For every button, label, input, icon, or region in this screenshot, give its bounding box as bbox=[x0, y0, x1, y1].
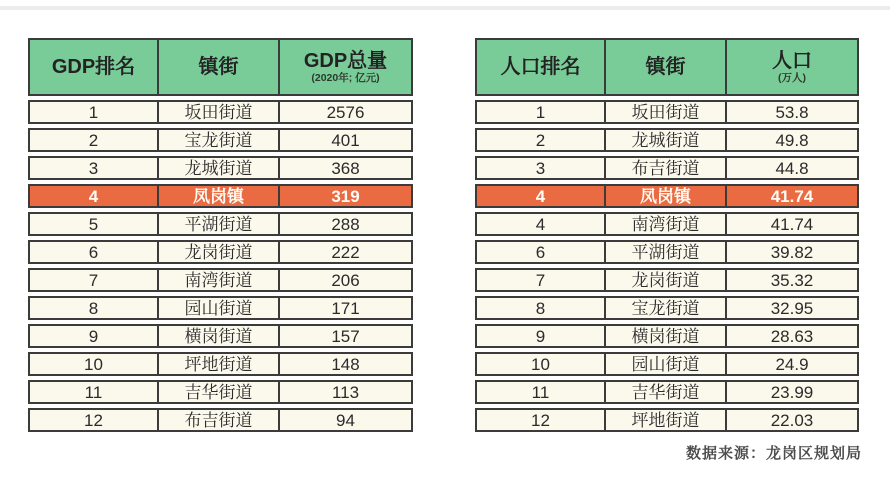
cell-value: 94 bbox=[278, 410, 411, 430]
cell-value: 32.95 bbox=[725, 298, 857, 318]
cell-rank: 4 bbox=[535, 214, 546, 234]
gdp-value-header-title: GDP总量 bbox=[303, 49, 388, 72]
cell-town: 横岗街道 bbox=[604, 326, 725, 346]
population-value-header-note: (万人) bbox=[778, 71, 806, 84]
table-row bbox=[475, 100, 859, 124]
cell-town: 园山街道 bbox=[604, 354, 725, 374]
cell-town: 宝龙街道 bbox=[157, 130, 278, 150]
population-table-body bbox=[475, 100, 859, 432]
cell-value: 53.8 bbox=[725, 102, 857, 122]
cell-value: 368 bbox=[278, 158, 411, 178]
cell-value: 41.74 bbox=[725, 214, 857, 234]
cell-rank: 7 bbox=[88, 270, 99, 290]
cell-rank: 4 bbox=[88, 186, 99, 206]
table-row-highlighted bbox=[28, 184, 413, 208]
cell-town: 坪地街道 bbox=[604, 410, 725, 430]
cell-rank: 11 bbox=[531, 382, 550, 402]
cell-value: 171 bbox=[278, 298, 411, 318]
cell-value: 401 bbox=[278, 130, 411, 150]
cell-rank: 9 bbox=[535, 326, 546, 346]
cell-rank: 1 bbox=[88, 102, 99, 122]
cell-value: 41.74 bbox=[725, 186, 857, 206]
cell-value: 148 bbox=[278, 354, 411, 374]
cell-town: 吉华街道 bbox=[604, 382, 725, 402]
cell-rank: 3 bbox=[535, 158, 546, 178]
cell-rank: 6 bbox=[88, 242, 99, 262]
population-value-header-title: 人口 bbox=[772, 49, 812, 72]
cell-town: 园山街道 bbox=[157, 298, 278, 318]
cell-rank: 3 bbox=[88, 158, 99, 178]
cell-town: 龙岗街道 bbox=[604, 270, 725, 290]
cell-town: 凤岗镇 bbox=[604, 186, 725, 206]
cell-value: 23.99 bbox=[725, 382, 857, 402]
population-table bbox=[475, 38, 859, 432]
cell-town: 布吉街道 bbox=[604, 158, 725, 178]
data-source-caption: 数据来源：龙岗区规划局 bbox=[685, 445, 862, 462]
gdp-table bbox=[28, 38, 413, 432]
table-row-highlighted bbox=[475, 184, 859, 208]
cell-value: 49.8 bbox=[725, 130, 857, 150]
cell-town: 龙岗街道 bbox=[157, 242, 278, 262]
population-town-header: 镇街 bbox=[604, 40, 725, 94]
top-divider-line bbox=[0, 6, 890, 10]
gdp-value-header-note: (2020年; 亿元) bbox=[311, 71, 380, 84]
cell-town: 南湾街道 bbox=[157, 270, 278, 290]
cell-rank: 9 bbox=[88, 326, 99, 346]
table-row bbox=[28, 240, 413, 264]
cell-town: 坂田街道 bbox=[157, 102, 278, 122]
table-row bbox=[28, 212, 413, 236]
cell-town: 坂田街道 bbox=[604, 102, 725, 122]
table-row bbox=[28, 352, 413, 376]
cell-value: 35.32 bbox=[725, 270, 857, 290]
gdp-rank-header: GDP排名 bbox=[51, 56, 136, 78]
cell-rank: 5 bbox=[88, 214, 99, 234]
cell-value: 22.03 bbox=[725, 410, 857, 430]
cell-town: 吉华街道 bbox=[157, 382, 278, 402]
table-row bbox=[475, 128, 859, 152]
table-row bbox=[475, 352, 859, 376]
cell-rank: 8 bbox=[88, 298, 99, 318]
cell-rank: 2 bbox=[88, 130, 99, 150]
cell-town: 龙城街道 bbox=[157, 158, 278, 178]
cell-value: 319 bbox=[278, 186, 411, 206]
cell-rank: 11 bbox=[84, 382, 103, 402]
table-row bbox=[28, 296, 413, 320]
table-row bbox=[28, 100, 413, 124]
cell-rank: 7 bbox=[535, 270, 546, 290]
table-row bbox=[28, 380, 413, 404]
cell-value: 222 bbox=[278, 242, 411, 262]
cell-value: 157 bbox=[278, 326, 411, 346]
cell-rank: 12 bbox=[531, 410, 550, 430]
population-value-header bbox=[725, 40, 857, 94]
cell-town: 布吉街道 bbox=[157, 410, 278, 430]
cell-rank: 6 bbox=[535, 242, 546, 262]
cell-town: 凤岗镇 bbox=[157, 186, 278, 206]
table-row bbox=[475, 240, 859, 264]
cell-town: 平湖街道 bbox=[604, 242, 725, 262]
cell-value: 39.82 bbox=[725, 242, 857, 262]
cell-town: 坪地街道 bbox=[157, 354, 278, 374]
cell-town: 南湾街道 bbox=[604, 214, 725, 234]
gdp-table-header bbox=[28, 38, 413, 96]
population-rank-header: 人口排名 bbox=[500, 56, 581, 78]
cell-rank: 10 bbox=[84, 354, 103, 374]
cell-value: 288 bbox=[278, 214, 411, 234]
cell-town: 宝龙街道 bbox=[604, 298, 725, 318]
table-row bbox=[475, 212, 859, 236]
cell-rank: 2 bbox=[535, 130, 546, 150]
table-row bbox=[475, 408, 859, 432]
table-row bbox=[28, 156, 413, 180]
table-row bbox=[28, 268, 413, 292]
cell-rank: 8 bbox=[535, 298, 546, 318]
table-row bbox=[475, 296, 859, 320]
table-row bbox=[28, 128, 413, 152]
cell-rank: 1 bbox=[535, 102, 546, 122]
gdp-town-header: 镇街 bbox=[157, 40, 278, 94]
table-row bbox=[28, 324, 413, 348]
table-row bbox=[475, 324, 859, 348]
cell-town: 横岗街道 bbox=[157, 326, 278, 346]
gdp-table-body bbox=[28, 100, 413, 432]
cell-town: 平湖街道 bbox=[157, 214, 278, 234]
cell-rank: 12 bbox=[84, 410, 103, 430]
cell-rank: 4 bbox=[535, 186, 546, 206]
cell-value: 206 bbox=[278, 270, 411, 290]
table-row bbox=[28, 408, 413, 432]
population-table-header bbox=[475, 38, 859, 96]
cell-town: 龙城街道 bbox=[604, 130, 725, 150]
cell-value: 28.63 bbox=[725, 326, 857, 346]
table-row bbox=[475, 156, 859, 180]
gdp-value-header bbox=[278, 40, 411, 94]
cell-value: 24.9 bbox=[725, 354, 857, 374]
cell-rank: 10 bbox=[531, 354, 550, 374]
table-row bbox=[475, 268, 859, 292]
table-row bbox=[475, 380, 859, 404]
cell-value: 2576 bbox=[278, 102, 411, 122]
cell-value: 44.8 bbox=[725, 158, 857, 178]
cell-value: 113 bbox=[278, 382, 411, 402]
